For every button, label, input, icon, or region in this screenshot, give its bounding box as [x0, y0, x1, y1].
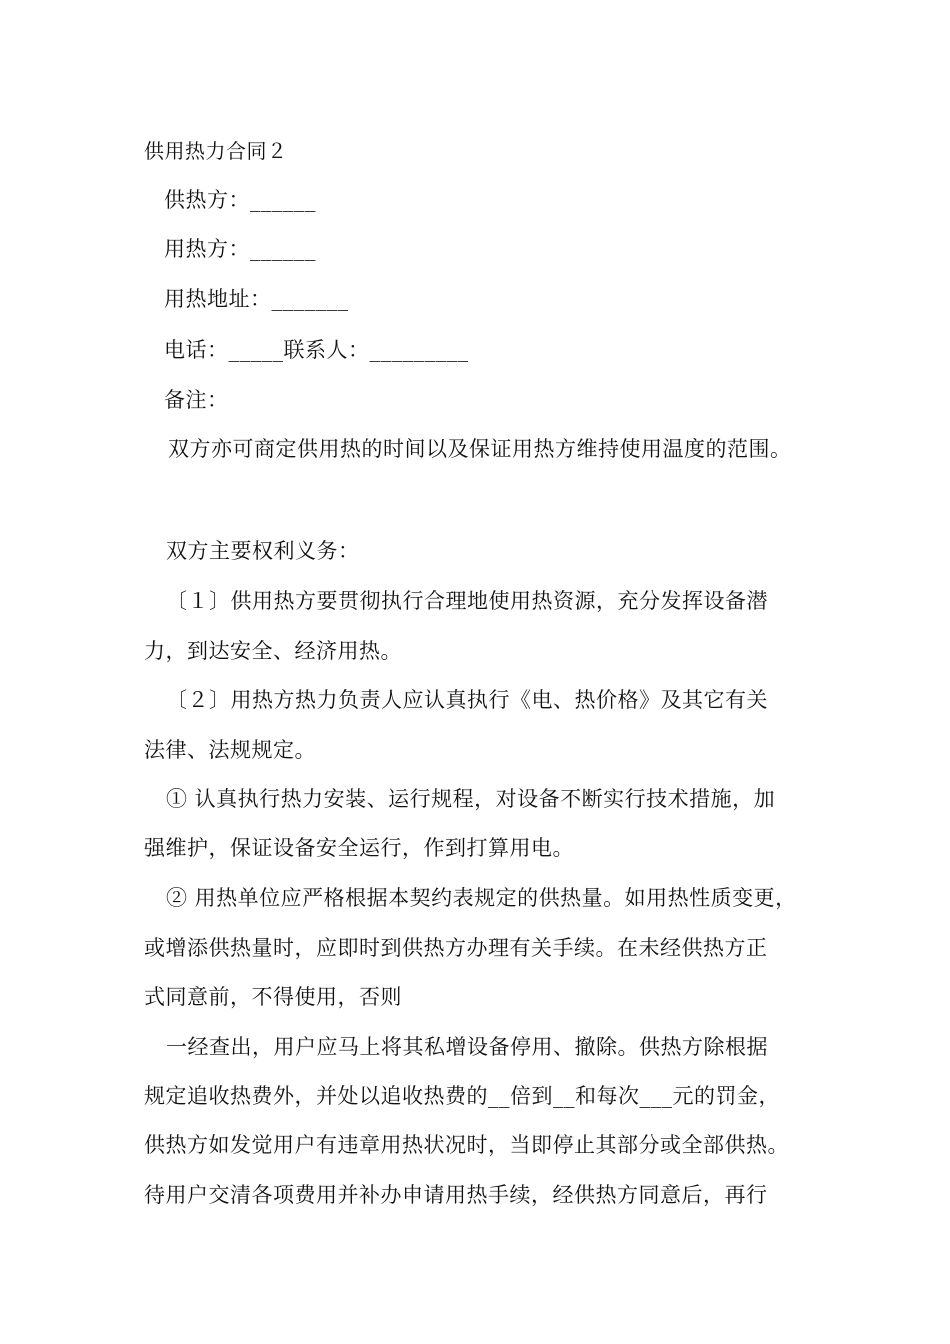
paragraph-6-line-2: 或增添供热量时，应即时到供热方办理有关手续。在未经供热方正 — [144, 936, 768, 960]
document-title: 供用热力合同２ — [144, 139, 288, 163]
paragraph-4-line-2: 法律、法规规定。 — [144, 738, 316, 762]
paragraph-7-line-3: 供热方如发觉用户有违章用热状况时，当即停止其部分或全部供热。 — [144, 1133, 789, 1157]
supplier-field: 供热方：______ — [164, 188, 316, 212]
paragraph-2: 双方主要权利义务： — [166, 539, 360, 563]
paragraph-6-line-1: ② 用热单位应严格根据本契约表规定的供热量。如用热性质变更， — [166, 886, 797, 910]
paragraph-3-line-1: 〔１〕供用热方要贯彻执行合理地使用热资源，充分发挥设备潜 — [166, 589, 768, 613]
paragraph-5-line-2: 强维护，保证设备安全运行，作到打算用电。 — [144, 836, 574, 860]
paragraph-6-line-3: 式同意前，不得使用，否则 — [144, 985, 402, 1009]
paragraph-7-line-2: 规定追收热费外，并处以追收热费的__倍到__和每次___元的罚金， — [144, 1084, 780, 1108]
paragraph-5-line-1: ① 认真执行热力安装、运行规程，对设备不断实行技术措施，加 — [166, 787, 776, 811]
paragraph-4-line-1: 〔２〕用热方热力负责人应认真执行《电、热价格》及其它有关 — [166, 688, 768, 712]
remarks-field: 备注： — [164, 388, 229, 412]
paragraph-3-line-2: 力，到达安全、经济用热。 — [144, 639, 402, 663]
contact-field: 电话：_____联系人：_________ — [164, 338, 469, 362]
user-field: 用热方：______ — [164, 237, 316, 261]
paragraph-1: 双方亦可商定供用热的时间以及保证用热方维持使用温度的范围。 — [168, 437, 792, 461]
address-field: 用热地址：_______ — [164, 287, 349, 311]
paragraph-7-line-4: 待用户交清各项费用并补办申请用热手续，经供热方同意后，再行 — [144, 1183, 768, 1207]
paragraph-7-line-1: 一经查出，用户应马上将其私增设备停用、撤除。供热方除根据 — [166, 1035, 768, 1059]
